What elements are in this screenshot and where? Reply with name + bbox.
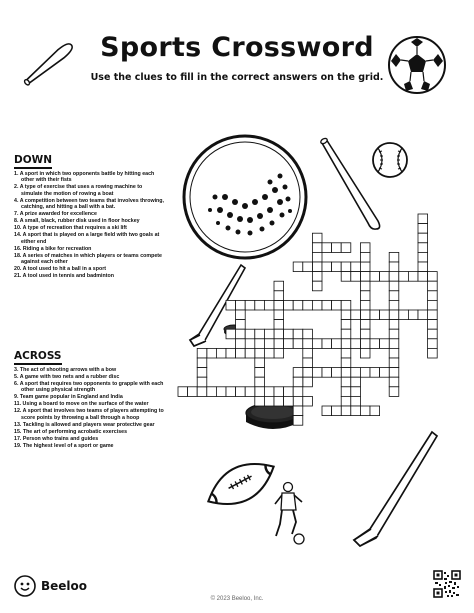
grid-cell[interactable] xyxy=(255,329,265,339)
grid-cell[interactable] xyxy=(312,243,322,253)
grid-cell[interactable] xyxy=(255,387,265,397)
grid-cell[interactable] xyxy=(312,339,322,349)
grid-cell[interactable] xyxy=(370,272,380,282)
grid-cell[interactable] xyxy=(255,339,265,349)
grid-cell[interactable] xyxy=(399,272,409,282)
grid-cell[interactable] xyxy=(341,300,351,310)
grid-cell[interactable] xyxy=(274,348,284,358)
down-clue: 21. A tool used in tennis and badminton xyxy=(14,273,114,280)
grid-cell[interactable] xyxy=(428,272,438,282)
across-clue: 11. Using a board to move on the surface of the water xyxy=(14,401,149,408)
across-heading: ACROSS xyxy=(14,350,62,365)
grid-cell[interactable] xyxy=(236,329,246,339)
grid-cell[interactable] xyxy=(236,310,246,320)
grid-cell[interactable] xyxy=(428,300,438,310)
grid-cell[interactable] xyxy=(178,387,188,397)
down-clue: 8. A small, black, rubber disk used in floor hockey xyxy=(14,218,140,225)
grid-cell[interactable] xyxy=(380,368,390,378)
down-clue: 16. Riding a bike for recreation xyxy=(14,245,92,252)
grid-cell[interactable] xyxy=(312,281,322,291)
grid-cell[interactable] xyxy=(389,387,399,397)
grid-cell[interactable] xyxy=(274,291,284,301)
grid-cell[interactable] xyxy=(322,243,332,253)
grid-cell[interactable] xyxy=(226,387,236,397)
across-clue-list xyxy=(14,367,164,449)
grid-cell[interactable] xyxy=(312,252,322,262)
grid-cell[interactable] xyxy=(274,387,284,397)
grid-cell[interactable] xyxy=(360,310,370,320)
grid-cell[interactable] xyxy=(303,339,313,349)
grid-cell[interactable] xyxy=(303,329,313,339)
grid-cell[interactable] xyxy=(293,300,303,310)
grid-cell[interactable] xyxy=(389,272,399,282)
grid-cell[interactable] xyxy=(389,310,399,320)
grid-cell[interactable] xyxy=(428,281,438,291)
grid-cell[interactable] xyxy=(341,396,351,406)
grid-cell[interactable] xyxy=(341,348,351,358)
grid-cell[interactable] xyxy=(418,224,428,234)
grid-cell[interactable] xyxy=(236,348,246,358)
grid-cell[interactable] xyxy=(322,339,332,349)
grid-cell[interactable] xyxy=(389,252,399,262)
grid-cell[interactable] xyxy=(351,262,361,272)
grid-cell[interactable] xyxy=(322,406,332,416)
across-clue: 19. The highest level of a sport or game xyxy=(14,442,114,449)
grid-cell[interactable] xyxy=(399,310,409,320)
grid-cell[interactable] xyxy=(216,348,226,358)
grid-cell[interactable] xyxy=(303,358,313,368)
across-clue: 15. The art of performing acrobatic exercises xyxy=(14,428,128,435)
grid-cell[interactable] xyxy=(351,272,361,282)
grid-cell[interactable] xyxy=(293,329,303,339)
across-clue: 9. Team game popular in England and India xyxy=(14,394,123,401)
grid-cell[interactable] xyxy=(284,339,294,349)
grid-cell[interactable] xyxy=(370,339,380,349)
grid-cell[interactable] xyxy=(303,262,313,272)
grid-cell[interactable] xyxy=(341,262,351,272)
grid-cell[interactable] xyxy=(418,310,428,320)
grid-cell[interactable] xyxy=(197,387,207,397)
grid-cell[interactable] xyxy=(341,368,351,378)
grid-cell[interactable] xyxy=(274,281,284,291)
grid-cell[interactable] xyxy=(389,291,399,301)
grid-cell[interactable] xyxy=(293,377,303,387)
grid-cell[interactable] xyxy=(428,291,438,301)
grid-cell[interactable] xyxy=(341,272,351,282)
grid-cell[interactable] xyxy=(197,368,207,378)
grid-cell[interactable] xyxy=(207,348,217,358)
grid-cell[interactable] xyxy=(274,320,284,330)
grid-cell[interactable] xyxy=(428,329,438,339)
down-clue: 14. A sport that is played on a large field with two goals at either end xyxy=(14,232,160,245)
grid-cell[interactable] xyxy=(418,272,428,282)
grid-cell[interactable] xyxy=(389,377,399,387)
across-clue: 3. The act of shooting arrows with a bow xyxy=(14,367,117,373)
grid-cell[interactable] xyxy=(255,368,265,378)
grid-cell[interactable] xyxy=(303,377,313,387)
grid-cell[interactable] xyxy=(264,300,274,310)
grid-cell[interactable] xyxy=(360,272,370,282)
grid-cell[interactable] xyxy=(418,214,428,224)
grid-cell[interactable] xyxy=(293,339,303,349)
copyright: © 2023 Beeloo, Inc. xyxy=(210,596,264,602)
down-clue: 10. A type of recreation that requires a ski lift xyxy=(14,225,127,232)
down-clue: 20. A tool used to hit a ball in a sport xyxy=(14,266,107,273)
grid-cell[interactable] xyxy=(245,348,255,358)
brand xyxy=(14,575,87,597)
grid-cell[interactable] xyxy=(389,358,399,368)
grid-cell[interactable] xyxy=(360,281,370,291)
grid-cell[interactable] xyxy=(341,406,351,416)
grid-cell[interactable] xyxy=(351,406,361,416)
grid-cell[interactable] xyxy=(418,233,428,243)
grid-cell[interactable] xyxy=(255,348,265,358)
grid-cell[interactable] xyxy=(360,300,370,310)
grid-cell[interactable] xyxy=(360,368,370,378)
grid-cell[interactable] xyxy=(389,368,399,378)
down-clue-list xyxy=(14,171,164,279)
grid-cell[interactable] xyxy=(322,368,332,378)
grid-cell[interactable] xyxy=(332,368,342,378)
grid-cell[interactable] xyxy=(274,396,284,406)
grid-cell[interactable] xyxy=(341,339,351,349)
grid-cell[interactable] xyxy=(264,339,274,349)
grid-cell[interactable] xyxy=(245,300,255,310)
grid-cell[interactable] xyxy=(428,348,438,358)
grid-cell[interactable] xyxy=(380,310,390,320)
grid-cell[interactable] xyxy=(370,310,380,320)
grid-cell[interactable] xyxy=(428,310,438,320)
grid-cell[interactable] xyxy=(370,406,380,416)
grid-cell[interactable] xyxy=(312,262,322,272)
grid-cell[interactable] xyxy=(264,329,274,339)
grid-cell[interactable] xyxy=(312,300,322,310)
grid-cell[interactable] xyxy=(236,339,246,349)
grid-cell[interactable] xyxy=(236,387,246,397)
grid-cell[interactable] xyxy=(274,329,284,339)
grid-cell[interactable] xyxy=(332,406,342,416)
grid-cell[interactable] xyxy=(322,300,332,310)
grid-cell[interactable] xyxy=(264,387,274,397)
grid-cell[interactable] xyxy=(428,320,438,330)
grid-cell[interactable] xyxy=(322,262,332,272)
grid-cell[interactable] xyxy=(332,300,342,310)
grid-cell[interactable] xyxy=(197,348,207,358)
grid-cell[interactable] xyxy=(226,348,236,358)
grid-cell[interactable] xyxy=(236,300,246,310)
grid-cell[interactable] xyxy=(418,243,428,253)
grid-cell[interactable] xyxy=(303,348,313,358)
grid-cell[interactable] xyxy=(351,387,361,397)
grid-cell[interactable] xyxy=(341,387,351,397)
down-clues xyxy=(14,150,164,280)
grid-cell[interactable] xyxy=(341,310,351,320)
grid-cell[interactable] xyxy=(428,339,438,349)
grid-cell[interactable] xyxy=(216,387,226,397)
grid-cell[interactable] xyxy=(360,243,370,253)
grid-cell[interactable] xyxy=(389,262,399,272)
grid-cell[interactable] xyxy=(188,387,198,397)
grid-cell[interactable] xyxy=(389,339,399,349)
grid-cell[interactable] xyxy=(341,243,351,253)
down-heading: DOWN xyxy=(14,154,52,169)
page-title: Sports Crossword xyxy=(100,32,374,63)
grid-cell[interactable] xyxy=(351,368,361,378)
across-clue: 5. A game with two nets and a rubber disc xyxy=(14,374,120,380)
across-clue: 6. A sport that requires two opponents to grapple with each other using physical strength xyxy=(14,381,164,394)
grid-cell[interactable] xyxy=(226,329,236,339)
page-subtitle: Use the clues to fill in the correct answers on the grid. xyxy=(90,72,384,83)
grid-cell[interactable] xyxy=(360,339,370,349)
grid-cell[interactable] xyxy=(360,252,370,262)
grid-cell[interactable] xyxy=(293,406,303,416)
grid-cell[interactable] xyxy=(312,272,322,282)
grid-cell[interactable] xyxy=(284,329,294,339)
qr-code-icon xyxy=(433,570,461,598)
grid-cell[interactable] xyxy=(389,329,399,339)
grid-cell[interactable] xyxy=(351,377,361,387)
grid-cell[interactable] xyxy=(293,416,303,426)
grid-cell[interactable] xyxy=(284,387,294,397)
grid-cell[interactable] xyxy=(332,243,342,253)
grid-cell[interactable] xyxy=(274,339,284,349)
grid-cell[interactable] xyxy=(341,320,351,330)
grid-cell[interactable] xyxy=(293,396,303,406)
grid-cell[interactable] xyxy=(274,300,284,310)
down-clue: 1. A sport in which two opponents battle by hitting each other with their fists xyxy=(14,171,155,184)
grid-cell[interactable] xyxy=(360,262,370,272)
grid-cell[interactable] xyxy=(332,262,342,272)
grid-cell[interactable] xyxy=(380,272,390,282)
down-clue: 7. A prize awarded for excellence xyxy=(14,211,97,218)
grid-cell[interactable] xyxy=(207,387,217,397)
grid-cell[interactable] xyxy=(408,272,418,282)
grid-cell[interactable] xyxy=(360,291,370,301)
grid-cell[interactable] xyxy=(303,300,313,310)
beeloo-logo-icon xyxy=(14,575,36,597)
grid-cell[interactable] xyxy=(389,281,399,291)
grid-cell[interactable] xyxy=(255,358,265,368)
grid-cell[interactable] xyxy=(418,262,428,272)
grid-cell[interactable] xyxy=(284,300,294,310)
grid-cell[interactable] xyxy=(312,368,322,378)
grid-cell[interactable] xyxy=(245,387,255,397)
grid-cell[interactable] xyxy=(341,377,351,387)
down-clue: 4. A competition between two teams that involves throwing, catching, and hitting a ball with a bat. xyxy=(14,197,164,211)
grid-cell[interactable] xyxy=(264,348,274,358)
grid-cell[interactable] xyxy=(389,320,399,330)
grid-cell[interactable] xyxy=(197,358,207,368)
grid-cell[interactable] xyxy=(303,368,313,378)
down-clue: 18. A series of matches in which players or teams compete against each other xyxy=(14,252,162,266)
grid-cell[interactable] xyxy=(332,339,342,349)
grid-cell[interactable] xyxy=(389,348,399,358)
grid-cell[interactable] xyxy=(351,339,361,349)
across-clue: 13. Tackling is allowed and players wear protective gear xyxy=(14,421,155,428)
grid-cell[interactable] xyxy=(389,300,399,310)
down-clue: 2. A type of exercise that uses a rowing machine to simulate the motion of rowing a boat xyxy=(14,184,143,197)
grid-cell[interactable] xyxy=(351,396,361,406)
grid-cell[interactable] xyxy=(370,368,380,378)
grid-cell[interactable] xyxy=(360,406,370,416)
grid-cell[interactable] xyxy=(197,377,207,387)
grid-cell[interactable] xyxy=(303,396,313,406)
grid-cell[interactable] xyxy=(236,320,246,330)
brand-name: Beeloo xyxy=(41,579,88,593)
grid-cell[interactable] xyxy=(341,329,351,339)
grid-cell[interactable] xyxy=(351,310,361,320)
grid-cell[interactable] xyxy=(226,300,236,310)
grid-cell[interactable] xyxy=(264,396,274,406)
grid-cell[interactable] xyxy=(293,387,303,397)
grid-cell[interactable] xyxy=(293,368,303,378)
grid-cell[interactable] xyxy=(360,320,370,330)
grid-cell[interactable] xyxy=(284,396,294,406)
grid-cell[interactable] xyxy=(255,300,265,310)
grid-cell[interactable] xyxy=(380,339,390,349)
grid-cell[interactable] xyxy=(360,329,370,339)
grid-cell[interactable] xyxy=(293,262,303,272)
grid-cell[interactable] xyxy=(408,310,418,320)
grid-cell[interactable] xyxy=(274,310,284,320)
grid-cell[interactable] xyxy=(255,396,265,406)
across-clue: 17. Person who trains and guides xyxy=(14,435,99,442)
grid-cell[interactable] xyxy=(418,252,428,262)
across-clues xyxy=(14,346,164,450)
across-clue: 12. A sport that involves two teams of players attempting to score points by throwing a ball through a hoop xyxy=(14,408,164,421)
grid-cell[interactable] xyxy=(360,348,370,358)
grid-cell[interactable] xyxy=(312,233,322,243)
grid-cell[interactable] xyxy=(255,377,265,387)
grid-cell[interactable] xyxy=(245,329,255,339)
grid-cell[interactable] xyxy=(341,358,351,368)
